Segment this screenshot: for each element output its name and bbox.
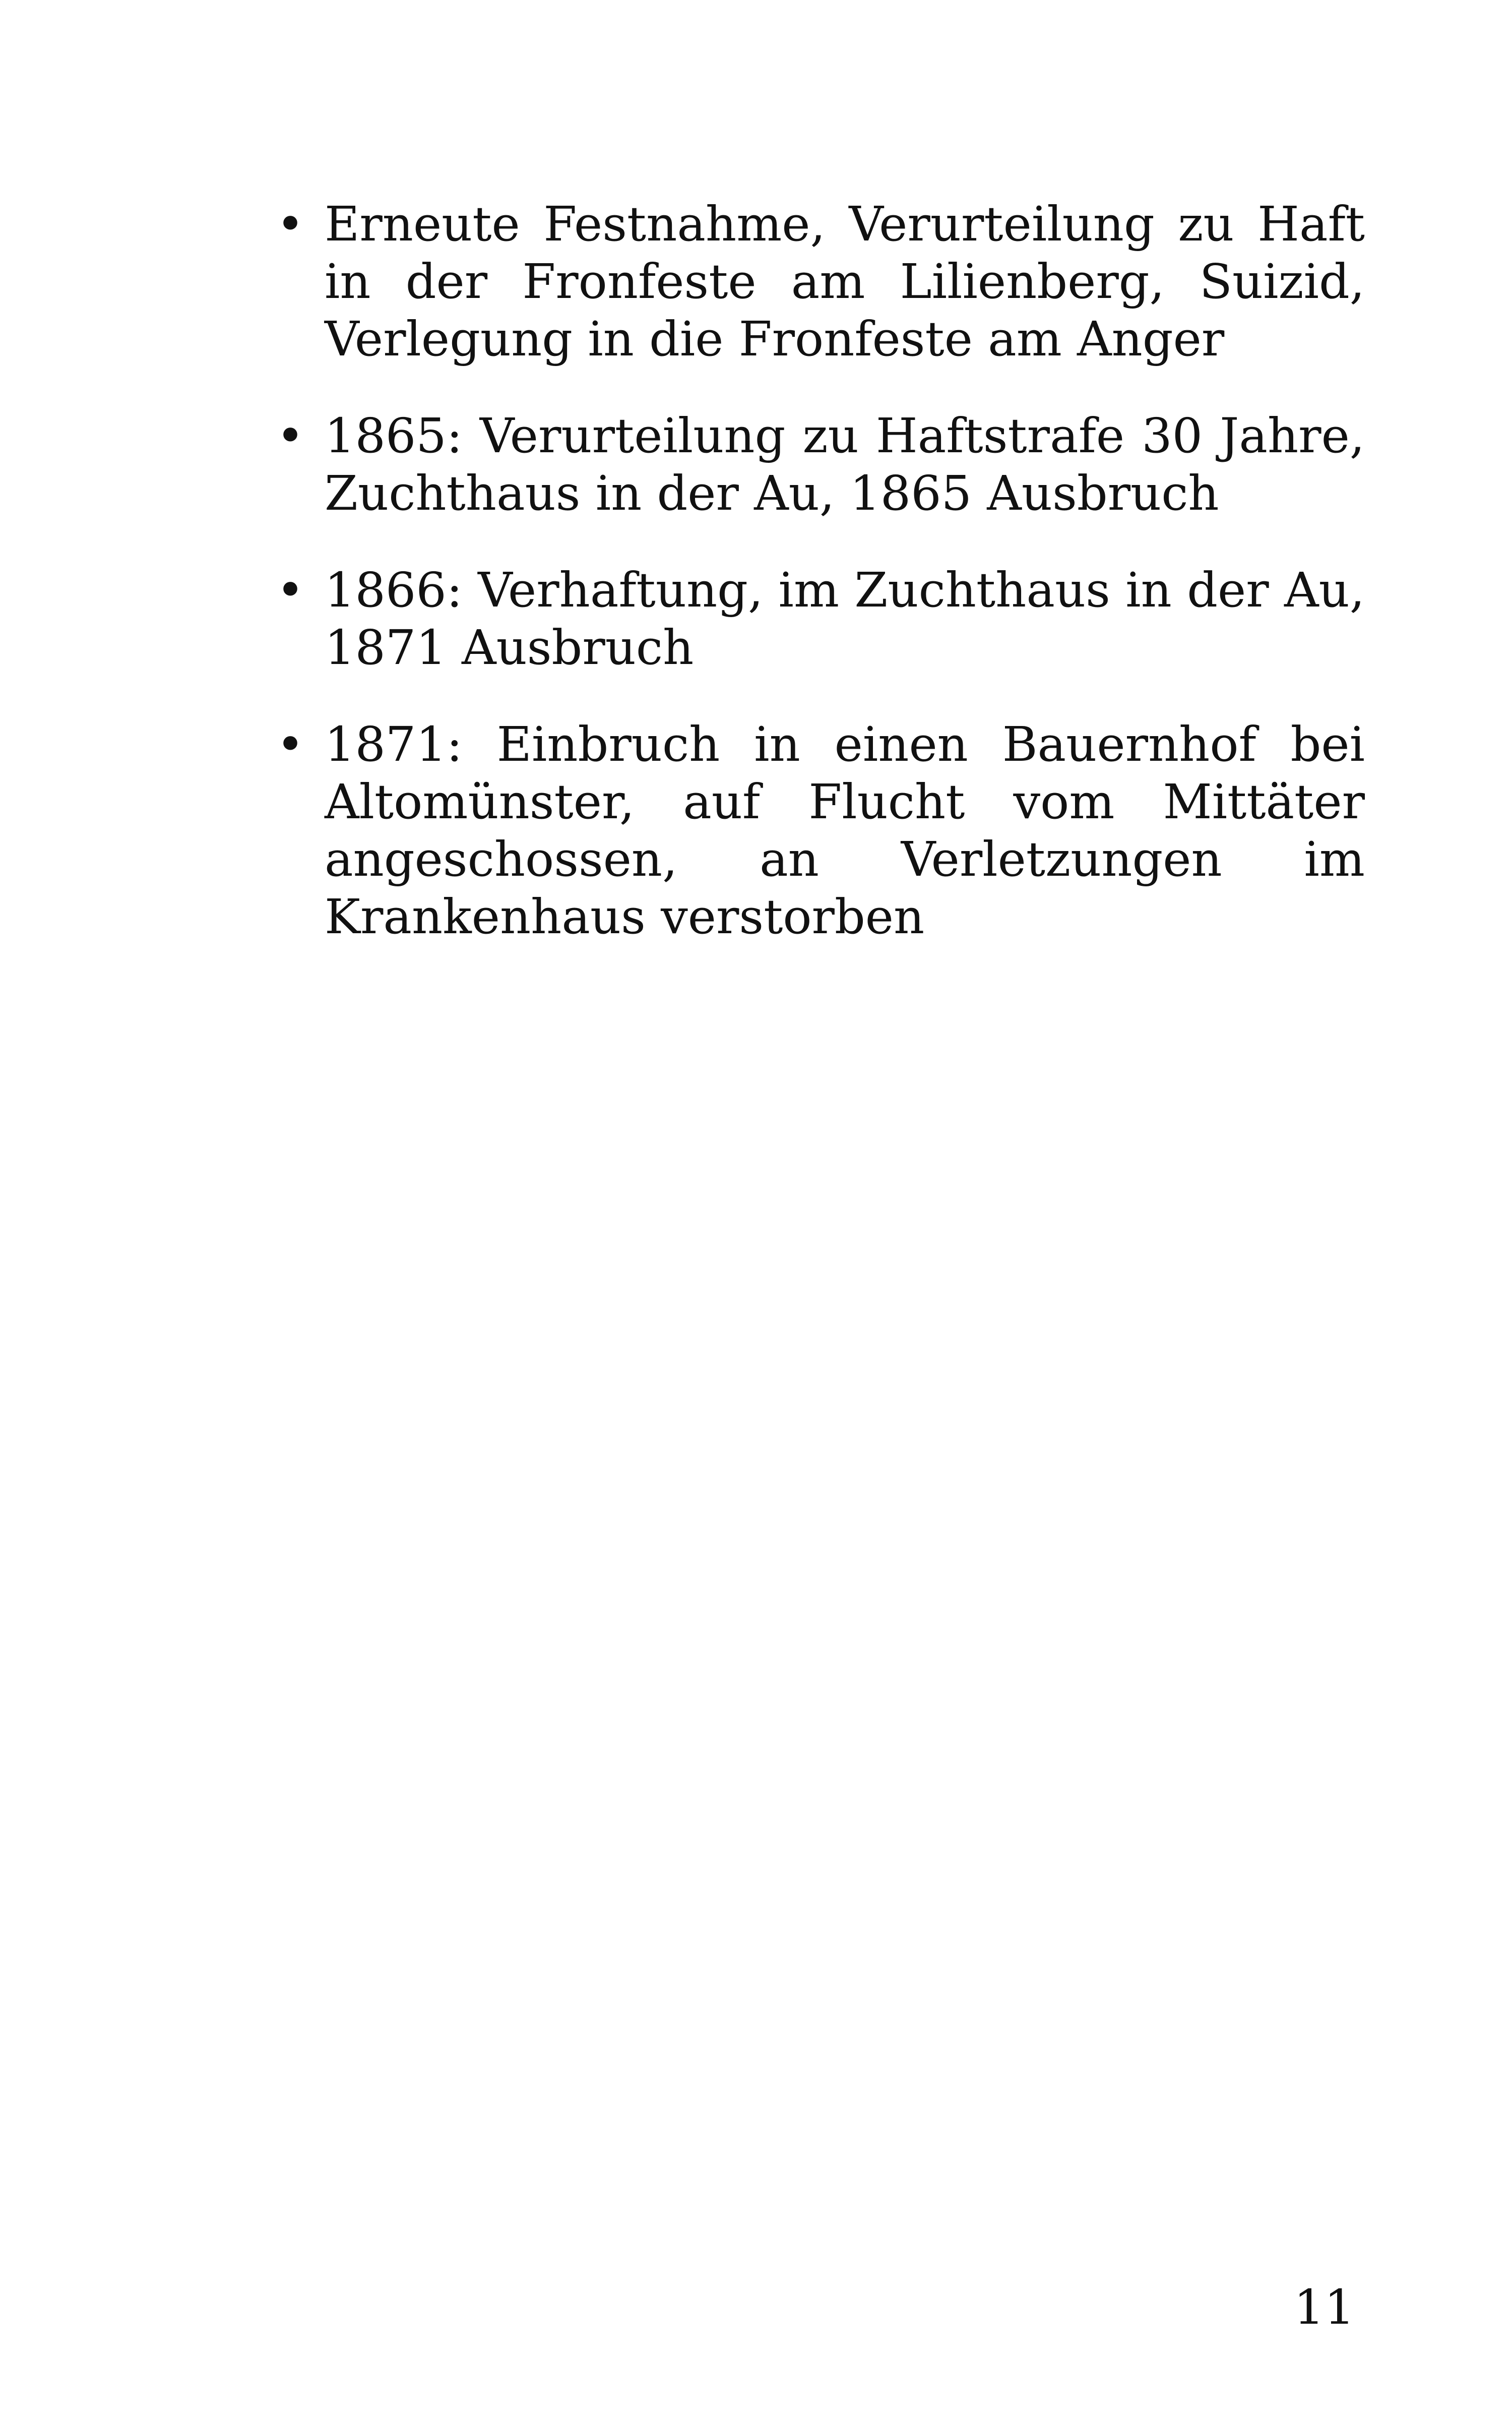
- bullet-list: [276, 196, 1365, 985]
- page-number: 11: [1294, 2280, 1355, 2335]
- bullet-icon: •: [276, 717, 305, 772]
- bullet-icon: •: [276, 408, 305, 464]
- list-item-text: 1866: Verhaftung, im Zuchthaus in der Au, 1871 Ausbruch: [325, 563, 1365, 676]
- list-item-text: 1865: Verurteilung zu Haftstrafe 30 Jahre, Zuchthaus in der Au, 1865 Ausbruch: [325, 408, 1365, 521]
- list-item: [276, 562, 1365, 677]
- list-item-text: 1871: Einbruch in einen Bauernhof bei Altomünster, auf Flucht vom Mittäter angeschossen, an Verletzungen im Krankenhaus verstorben: [325, 717, 1365, 945]
- list-item: [276, 407, 1365, 522]
- list-item: [276, 716, 1365, 946]
- bullet-icon: •: [276, 563, 305, 618]
- list-item: [276, 196, 1365, 368]
- bullet-icon: •: [276, 197, 305, 252]
- list-item-text: Erneute Festnahme, Verurteilung zu Haft in der Fronfeste am Lilienberg, Suizid, Verlegung in die Fronfeste am Anger: [325, 197, 1365, 367]
